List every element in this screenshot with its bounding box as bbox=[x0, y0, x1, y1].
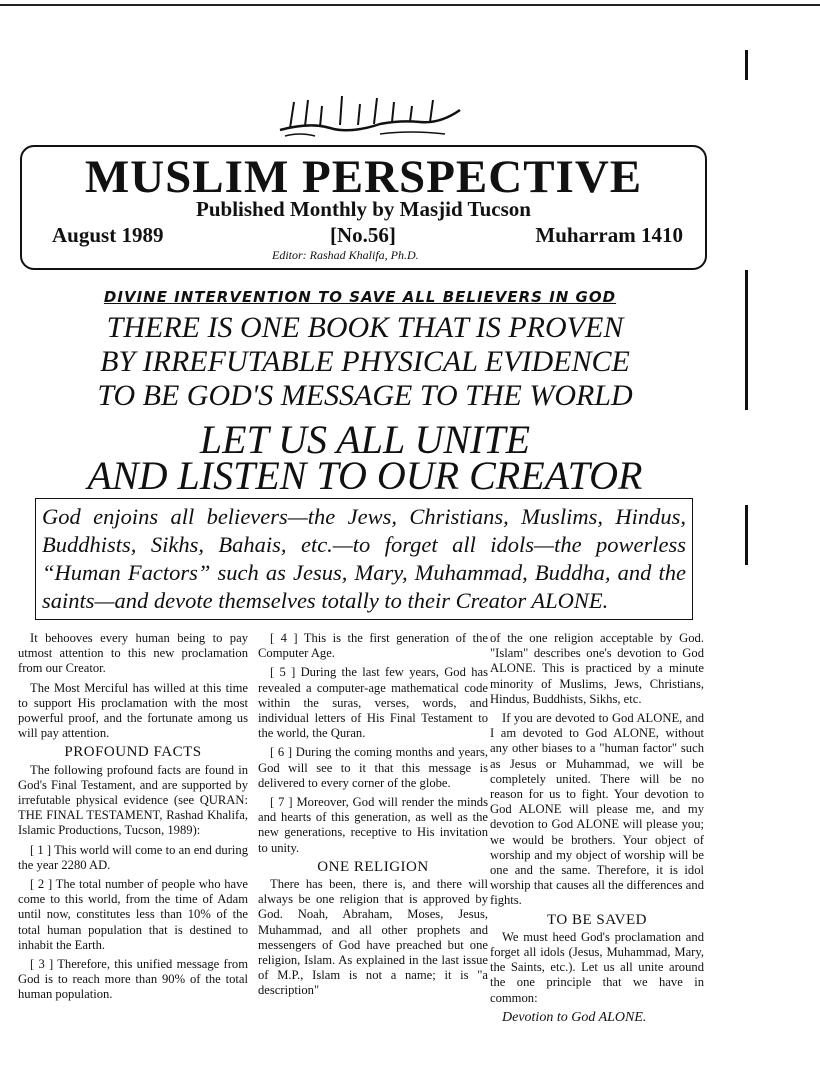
closing-line: Devotion to God ALONE. bbox=[502, 1009, 647, 1025]
headline-line: LET US ALL UNITE bbox=[199, 417, 531, 462]
section-heading: TO BE SAVED bbox=[547, 911, 647, 928]
paragraph: If you are devoted to God ALONE, and I am devoted to God ALONE, without any other biases to a "human factor" such as Jesus or Muhammad, we will be completely united. There will be no reason for us to fight. Your devotion to God ALONE will please me, and my devotion to God ALONE will please you; we would be brothers. Your object of worship and my object of worship will be one and the same. Therefore, it is idol worship that causes all the differences and fights. bbox=[490, 711, 704, 908]
paragraph: of the one religion acceptable by God. "Islam" describes one's devotion to God ALONE. This is practiced by a minute minority of Muslims, Jews, Christians, Hindus, Buddhists, Sikhs, etc. bbox=[490, 631, 704, 706]
paragraph: There has been, there is, and there will always be one religion that is approved by God. Noah, Abraham, Moses, Jesus, Muhammad, and all other prophets and messengers of God have preached but one religion, Islam. As explained in the last issue of M.P., Islam is not a name; it is "a description" bbox=[258, 877, 488, 998]
section-heading: PROFOUND FACTS bbox=[64, 744, 202, 761]
issue-number: [No.56] bbox=[330, 223, 396, 247]
kicker-headline: DIVINE INTERVENTION TO SAVE ALL BELIEVERS IN GOD bbox=[103, 288, 617, 306]
paragraph: We must heed God's proclamation and forget all idols (Jesus, Muhammad, Mary, the Saints, etc.). Let us all unite around the one principle that we have in common: bbox=[490, 929, 704, 1005]
paragraph: [ 7 ] Moreover, God will render the minds and hearts of this generation, as well as the new generations, receptive to His invitation to unity. bbox=[258, 795, 488, 855]
masthead-subtitle: Published Monthly by Masjid Tucson bbox=[196, 197, 531, 221]
headline-line: AND LISTEN TO OUR CREATOR bbox=[87, 453, 643, 498]
hijri-date: Muharram 1410 bbox=[535, 223, 683, 247]
masthead-title: MUSLIM PERSPECTIVE bbox=[84, 151, 643, 203]
paragraph: [ 5 ] During the last few years, God has revealed a computer-age mathematical code within the suras, verses, words, and individual letters of His Final Testament to the world, the Quran. bbox=[258, 665, 488, 741]
section-heading: ONE RELIGION bbox=[317, 858, 429, 875]
paragraph: [ 4 ] This is the first generation of the Computer Age. bbox=[258, 631, 488, 661]
top-rule bbox=[0, 4, 820, 6]
headline-line: TO BE GOD'S MESSAGE TO THE WORLD bbox=[97, 379, 633, 412]
boxed-statement: God enjoins all believers—the Jews, Christians, Muslims, Hindus, Buddhists, Sikhs, Bahais, etc.—to forget all idols—the powerless “Human Factors” such as Jesus, Mary, Muhammad, Buddha, and the saints—and devote themselves totally to their Creator ALONE. bbox=[35, 498, 693, 620]
masthead bbox=[20, 145, 707, 270]
editor-credit: Editor: Rashad Khalifa, Ph.D. bbox=[272, 248, 419, 262]
issue-date: August 1989 bbox=[52, 223, 164, 247]
main-headline bbox=[20, 311, 710, 413]
article-column-1 bbox=[18, 631, 248, 1007]
basmala-calligraphy bbox=[270, 92, 470, 140]
headline-line: BY IRREFUTABLE PHYSICAL EVIDENCE bbox=[100, 345, 630, 378]
paragraph: The following profound facts are found in God's Final Testament, and are supported by irrefutable physical evidence (see QURAN: THE FINAL TESTAMENT, Rashad Khalifa, Islamic Productions, Tucson, 1989): bbox=[18, 762, 248, 838]
paragraph: [ 1 ] This world will come to an end during the year 2280 AD. bbox=[18, 842, 248, 872]
headline-line: THERE IS ONE BOOK THAT IS PROVEN bbox=[106, 311, 624, 344]
article-column-2 bbox=[258, 631, 488, 1003]
paragraph: [ 3 ] Therefore, this unified message from God is to reach more than 90% of the total human population. bbox=[18, 957, 248, 1002]
margin-mark bbox=[745, 50, 748, 80]
paragraph: The Most Merciful has willed at this time to support His proclamation with the most powerful proof, and the fortunate among us will pay attention. bbox=[18, 680, 248, 741]
margin-mark bbox=[745, 505, 748, 565]
paragraph: It behooves every human being to pay utmost attention to this new proclamation from our Creator. bbox=[18, 631, 248, 676]
secondary-headline bbox=[20, 417, 710, 498]
margin-mark bbox=[745, 270, 748, 410]
paragraph: [ 6 ] During the coming months and years, God will see to it that this message is delivered to every corner of the globe. bbox=[258, 745, 488, 790]
article-column-3 bbox=[490, 631, 704, 1029]
paragraph: [ 2 ] The total number of people who have come to this world, from the time of Adam until now, constitutes less than 10% of the total human population that is destined to inhabit the Earth. bbox=[18, 877, 248, 952]
